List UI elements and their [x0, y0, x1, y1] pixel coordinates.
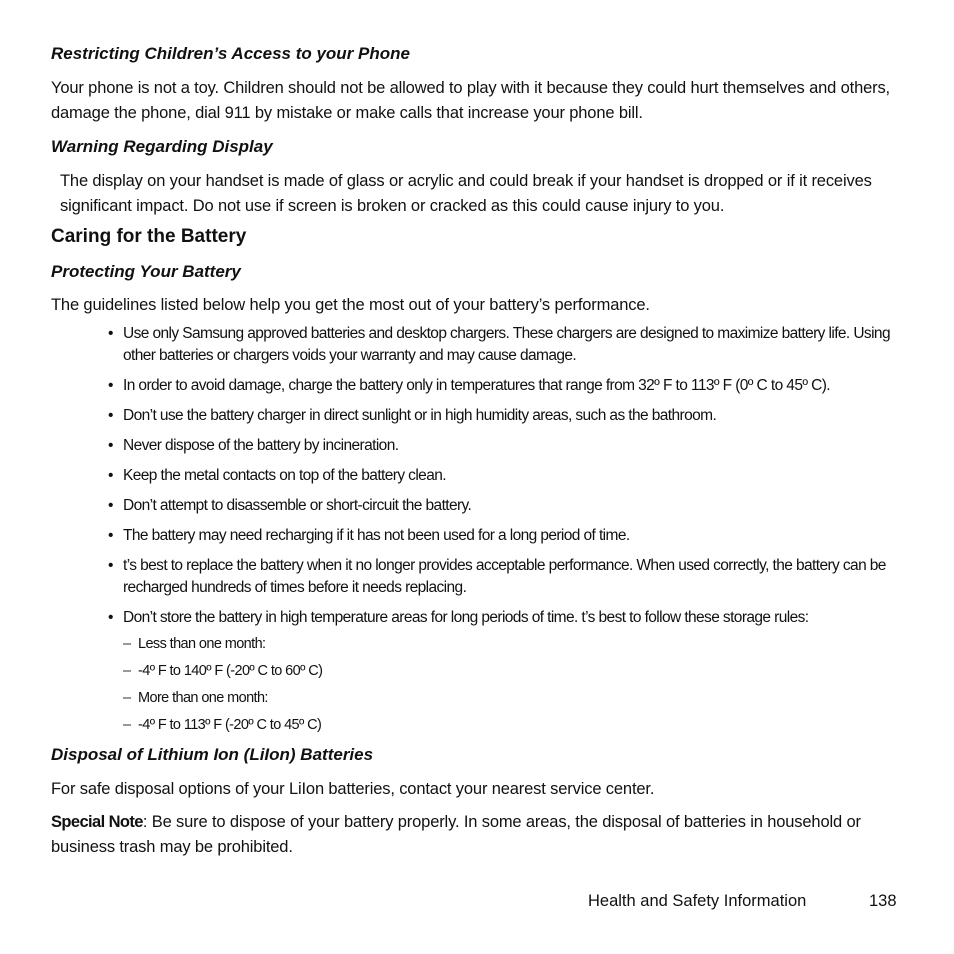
bullet-marker: • — [108, 527, 113, 544]
storage-rule-text: More than one month: — [138, 690, 268, 706]
list-item-text: Keep the metal contacts on top of the battery clean. — [123, 467, 446, 484]
heading-caring-for-battery: Caring for the Battery — [51, 226, 247, 247]
bullet-marker: • — [108, 437, 113, 454]
dash-marker: – — [123, 663, 131, 679]
paragraph-restricting-access: Your phone is not a toy. Children should not be allowed to play with it because they could hurt themselves and others, damage the phone, dial 911 by mistake or make calls that increase your phone bill. — [51, 79, 890, 122]
storage-rule-item — [123, 688, 268, 708]
storage-rule-item — [123, 661, 322, 681]
bullet-marker: • — [108, 325, 113, 342]
storage-rule-text: Less than one month: — [138, 636, 266, 652]
list-item — [104, 375, 904, 397]
dash-marker: – — [123, 717, 131, 733]
list-item — [104, 495, 904, 517]
list-item-text: In order to avoid damage, charge the battery only in temperatures that range from 32º F to 113º F (0º C to 45º C). — [123, 377, 830, 394]
list-item-text: Use only Samsung approved batteries and desktop chargers. These chargers are designed to maximize battery life. Using other batteries or chargers voids your warranty and may cause damage. — [123, 325, 890, 364]
list-item-text: Don’t attempt to disassemble or short-circuit the battery. — [123, 497, 472, 514]
list-item-text: Don’t store the battery in high temperature areas for long periods of time. t’s best to follow these storage rules: — [123, 609, 809, 626]
special-note-text: : Be sure to dispose of your battery properly. In some areas, the disposal of batteries in household or business trash may be prohibited. — [51, 813, 861, 856]
heading-protecting-battery: Protecting Your Battery — [51, 262, 241, 281]
paragraph-warning-display: The display on your handset is made of glass or acrylic and could break if your handset is dropped or if it receives significant impact. Do not use if screen is broken or cracked as this could cause injury to you. — [60, 172, 872, 215]
bullet-marker: • — [108, 497, 113, 514]
bullet-marker: • — [108, 467, 113, 484]
paragraph-disposal: For safe disposal options of your LiIon batteries, contact your nearest service center. — [51, 780, 655, 798]
list-item-text: Don’t use the battery charger in direct sunlight or in high humidity areas, such as the bathroom. — [123, 407, 717, 424]
paragraph-special-note — [51, 810, 911, 860]
bullet-marker: • — [108, 557, 113, 574]
list-item-text: Never dispose of the battery by incineration. — [123, 437, 399, 454]
paragraph-protecting-intro: The guidelines listed below help you get the most out of your battery’s performance. — [51, 296, 650, 314]
storage-rule-item — [123, 634, 265, 654]
heading-disposal-batteries: Disposal of Lithium Ion (LiIon) Batteries — [51, 745, 374, 764]
list-item — [104, 555, 904, 599]
storage-rule-text: -4º F to 140º F (-20º C to 60º C) — [138, 663, 323, 679]
footer-page-number: 138 — [869, 892, 897, 910]
heading-restricting-access: Restricting Children’s Access to your Phone — [51, 44, 410, 63]
list-item-text: t’s best to replace the battery when it no longer provides acceptable performance. When used correctly, the battery can be recharged hundreds of times before it needs replacing. — [123, 557, 886, 596]
storage-rule-item — [123, 715, 321, 735]
special-note-label: Special Note — [51, 813, 143, 831]
footer-chapter-title: Health and Safety Information — [588, 892, 807, 910]
list-item — [104, 525, 904, 547]
bullet-marker: • — [108, 609, 113, 626]
bullet-marker: • — [108, 407, 113, 424]
dash-marker: – — [123, 690, 131, 706]
list-item — [104, 435, 904, 457]
list-item-text: The battery may need recharging if it has not been used for a long period of time. — [123, 527, 630, 544]
list-item — [104, 405, 904, 427]
list-item — [104, 607, 904, 629]
list-item — [104, 465, 904, 487]
list-item — [104, 323, 904, 367]
storage-rule-text: -4º F to 113º F (-20º C to 45º C) — [138, 717, 322, 733]
heading-warning-display: Warning Regarding Display — [51, 137, 273, 156]
dash-marker: – — [123, 636, 131, 652]
bullet-marker: • — [108, 377, 113, 394]
battery-guidelines-list — [104, 323, 904, 629]
